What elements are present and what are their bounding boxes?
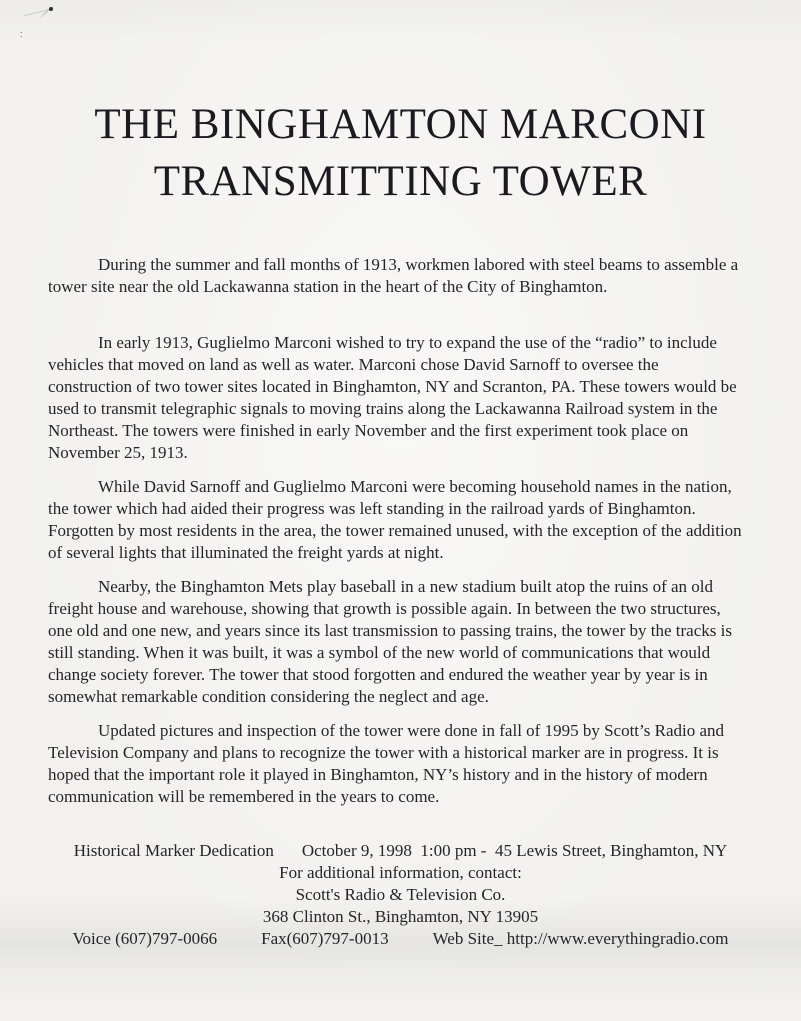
paragraph-mets-stadium: Nearby, the Binghamton Mets play baseball in a new stadium built atop the ruins of an old freight house and warehouse, showing that growth is possible again. In between the two structures, one old and one new, and years since its last transmission to passing trains, the tower by the tracks is still standing. When it was built, it was a symbol of the new world of communications that would change society forever. The tower that stood forgotten and endured the weather year by year is in somewhat remarkable condition considering the neglect and age. — [48, 577, 732, 706]
title-line-2: TRANSMITTING TOWER — [153, 158, 648, 205]
company-address-line: 368 Clinton St., Binghamton, NY 13905 — [262, 907, 539, 926]
fax-number: Fax(607)797-0013 — [261, 929, 389, 948]
contact-numbers-line — [40, 928, 761, 950]
dedication-details: October 9, 1998 1:00 pm - 45 Lewis Street, Binghamton, NY — [301, 841, 728, 860]
contact-intro-line: For additional information, contact: — [279, 863, 522, 882]
ink-speck-mark: ˸ — [20, 32, 23, 42]
company-name-line: Scott's Radio & Television Co. — [295, 885, 506, 904]
ink-smudge-mark — [38, 6, 56, 20]
dedication-line — [40, 840, 761, 862]
paragraph-marconi-plan: In early 1913, Guglielmo Marconi wished to try to expand the use of the “radio” to include vehicles that moved on land as well as water. Marconi chose David Sarnoff to oversee the construction of two tower sites located in Binghamton, NY and Scranton, PA. These towers would be used to transmit telegraphic signals to moving trains along the Lackawanna Railroad system in the Northeast. The towers were finished in early November and the first experiment took place on November 25, 1913. — [48, 333, 737, 462]
paragraph-1995-inspection: Updated pictures and inspection of the tower were done in fall of 1995 by Scott’s Radio and Television Company and plans to recognize the tower with a historical marker are in progress. It is hoped that the important role it played in Binghamton, NY’s history and in the history of modern communication will be remembered in the years to come. — [48, 721, 725, 806]
paragraph-tower-forgotten: While David Sarnoff and Guglielmo Marconi were becoming household names in the nation, the tower which had aided their progress was left standing in the railroad yards of Binghamton. Forgotten by most residents in the area, the tower remained unused, with the exception of the addition of several lights that illuminated the freight yards at night. — [48, 477, 742, 562]
document-body — [48, 254, 745, 808]
document-title — [30, 96, 771, 210]
title-line-1: THE BINGHAMTON MARCONI — [94, 101, 707, 148]
ink-smudge-icon — [38, 6, 56, 20]
footer-contact-block — [40, 840, 761, 950]
website-text: Web Site_ http://www.everythingradio.com — [432, 929, 729, 948]
paragraph-summer-1913: During the summer and fall months of 1913, workmen labored with steel beams to assemble a tower site near the old Lackawanna station in the heart of the City of Binghamton. — [48, 255, 739, 296]
voice-number: Voice (607)797-0066 — [72, 929, 218, 948]
dedication-event: Historical Marker Dedication — [73, 841, 274, 860]
